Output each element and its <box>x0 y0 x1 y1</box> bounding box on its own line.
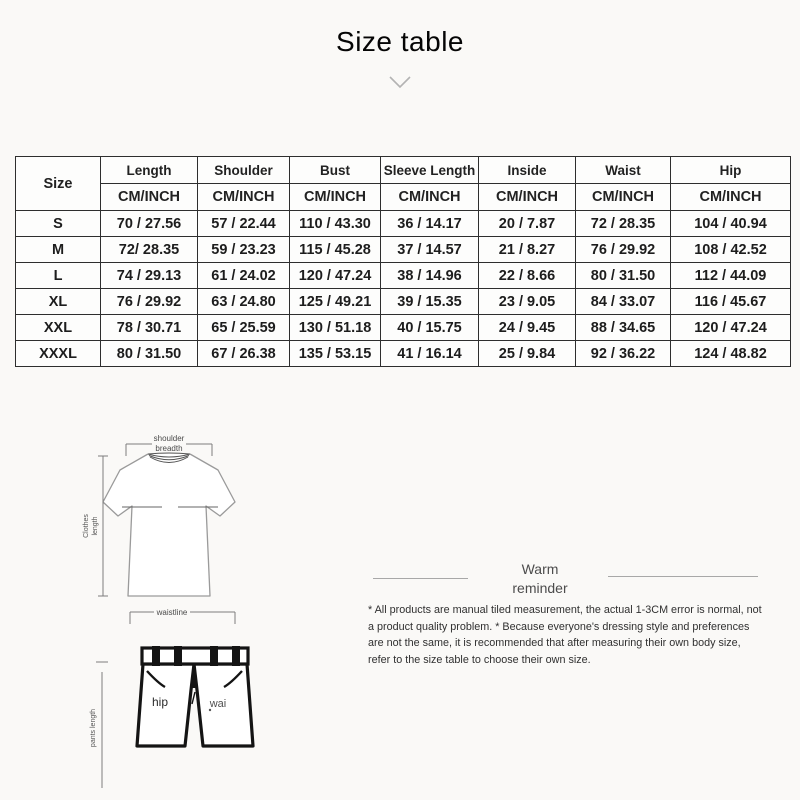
column-header-length: Length <box>101 157 198 184</box>
value-cell: 72/ 28.35 <box>101 237 198 263</box>
pants-length-label <box>90 709 97 747</box>
size-cell: XL <box>16 289 101 315</box>
unit-header: CM/INCH <box>671 184 791 211</box>
hip-label: hip <box>151 695 169 709</box>
value-cell: 116 / 45.67 <box>671 289 791 315</box>
reminder-divider-left <box>373 578 468 579</box>
size-table-body <box>16 211 791 367</box>
measurement-diagram <box>58 410 348 798</box>
value-cell: 135 / 53.15 <box>290 341 381 367</box>
value-cell: 115 / 45.28 <box>290 237 381 263</box>
value-cell: 57 / 22.44 <box>198 211 290 237</box>
value-cell: 67 / 26.38 <box>198 341 290 367</box>
value-cell: 120 / 47.24 <box>290 263 381 289</box>
value-cell: 20 / 7.87 <box>479 211 576 237</box>
value-cell: 88 / 34.65 <box>576 315 671 341</box>
table-row <box>16 341 791 367</box>
table-row <box>16 211 791 237</box>
value-cell: 124 / 48.82 <box>671 341 791 367</box>
value-cell: 38 / 14.96 <box>381 263 479 289</box>
value-cell: 80 / 31.50 <box>576 263 671 289</box>
value-cell: 120 / 47.24 <box>671 315 791 341</box>
page-title: Size table <box>336 26 464 57</box>
pants-length-line <box>96 662 108 788</box>
shoulder-breadth-label: breadth <box>155 444 183 453</box>
column-header-hip: Hip <box>671 157 791 184</box>
table-row <box>16 289 791 315</box>
svg-text:pants length: pants length <box>90 708 97 748</box>
value-cell: 25 / 9.84 <box>479 341 576 367</box>
value-cell: 78 / 30.71 <box>101 315 198 341</box>
unit-header: CM/INCH <box>479 184 576 211</box>
value-cell: 41 / 16.14 <box>381 341 479 367</box>
value-cell: 22 / 8.66 <box>479 263 576 289</box>
column-header-size: Size <box>16 157 101 211</box>
value-cell: 21 / 8.27 <box>479 237 576 263</box>
column-header-inside: Inside <box>479 157 576 184</box>
chevron-down-icon[interactable] <box>389 76 411 90</box>
value-cell: 72 / 28.35 <box>576 211 671 237</box>
column-header-sleeve-length: Sleeve Length <box>381 157 479 184</box>
column-header-bust: Bust <box>290 157 381 184</box>
unit-header: CM/INCH <box>101 184 198 211</box>
table-row <box>16 237 791 263</box>
unit-header: CM/INCH <box>381 184 479 211</box>
table-row <box>16 315 791 341</box>
unit-header: CM/INCH <box>576 184 671 211</box>
warm-reminder-title: Warm reminder <box>512 561 568 596</box>
table-row <box>16 263 791 289</box>
value-cell: 76 / 29.92 <box>101 289 198 315</box>
value-cell: 61 / 24.02 <box>198 263 290 289</box>
column-header-shoulder: Shoulder <box>198 157 290 184</box>
shoulder-breadth-label: shoulder <box>153 434 185 443</box>
size-table <box>15 156 791 367</box>
size-cell: XXXL <box>16 341 101 367</box>
value-cell: 74 / 29.13 <box>101 263 198 289</box>
value-cell: 40 / 15.75 <box>381 315 479 341</box>
value-cell: 110 / 43.30 <box>290 211 381 237</box>
clothes-length-label <box>83 514 99 538</box>
waist-label: wai <box>209 698 227 710</box>
value-cell: 112 / 44.09 <box>671 263 791 289</box>
value-cell: 36 / 14.17 <box>381 211 479 237</box>
column-header-waist: Waist <box>576 157 671 184</box>
shorts-drawing <box>137 646 253 746</box>
warm-reminder-body: * All products are manual tiled measurement, the actual 1-3CM error is normal, not a product quality problem. * Because everyone's dressing style and preferences are not the same, it is recommended that after measuring their own body size, refer to the size table to choose their own size. <box>368 604 762 667</box>
waistline-label: waistline <box>156 608 188 617</box>
tshirt-drawing <box>103 453 235 596</box>
value-cell: 37 / 14.57 <box>381 237 479 263</box>
value-cell: 130 / 51.18 <box>290 315 381 341</box>
value-cell: 65 / 25.59 <box>198 315 290 341</box>
size-cell: XXL <box>16 315 101 341</box>
value-cell: 23 / 9.05 <box>479 289 576 315</box>
value-cell: 92 / 36.22 <box>576 341 671 367</box>
value-cell: 125 / 49.21 <box>290 289 381 315</box>
reminder-divider-right <box>608 576 758 577</box>
size-cell: S <box>16 211 101 237</box>
value-cell: 70 / 27.56 <box>101 211 198 237</box>
svg-text:Clothes: Clothes <box>83 514 90 538</box>
value-cell: 80 / 31.50 <box>101 341 198 367</box>
value-cell: 84 / 33.07 <box>576 289 671 315</box>
value-cell: 39 / 15.35 <box>381 289 479 315</box>
size-cell: L <box>16 263 101 289</box>
clothes-length-line <box>98 456 108 596</box>
value-cell: 108 / 42.52 <box>671 237 791 263</box>
value-cell: 76 / 29.92 <box>576 237 671 263</box>
value-cell: 104 / 40.94 <box>671 211 791 237</box>
unit-header: CM/INCH <box>290 184 381 211</box>
svg-text:length: length <box>92 516 99 536</box>
unit-header: CM/INCH <box>198 184 290 211</box>
value-cell: 59 / 23.23 <box>198 237 290 263</box>
value-cell: 63 / 24.80 <box>198 289 290 315</box>
value-cell: 24 / 9.45 <box>479 315 576 341</box>
drawstring <box>192 692 195 704</box>
size-cell: M <box>16 237 101 263</box>
